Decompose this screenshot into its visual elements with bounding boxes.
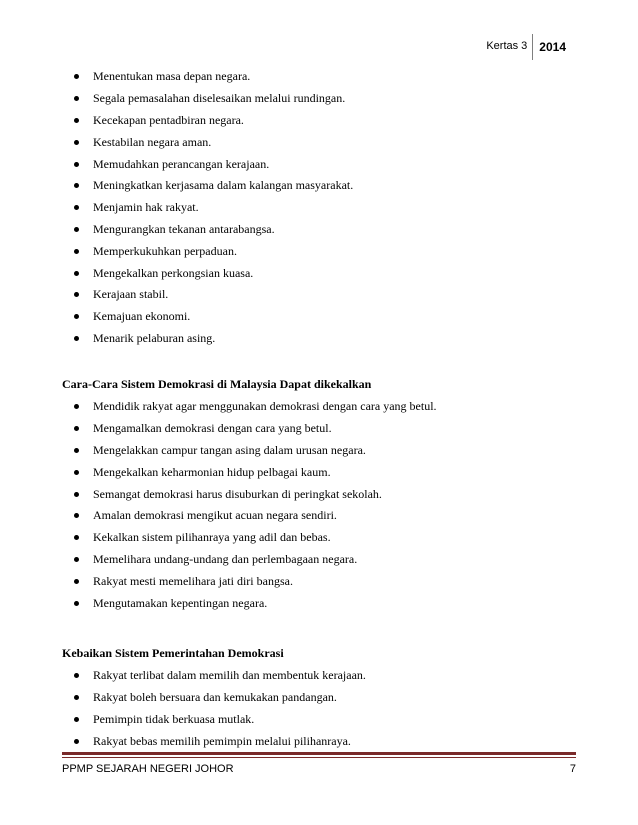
bullet-icon xyxy=(74,249,79,254)
list-item: Kemajuan ekonomi. xyxy=(74,306,574,328)
list-item: Kerajaan stabil. xyxy=(74,284,574,306)
list-item: Semangat demokrasi harus disuburkan di peringkat sekolah. xyxy=(74,483,574,505)
footer-rule-thick xyxy=(62,752,576,755)
section-heading-cara: Cara-Cara Sistem Demokrasi di Malaysia Dapat dikekalkan xyxy=(62,377,372,391)
bullet-icon xyxy=(74,162,79,167)
list-item: Mengelakkan campur tangan asing dalam urusan negara. xyxy=(74,440,574,462)
bullet-icon xyxy=(74,96,79,101)
list-item: Mengekalkan keharmonian hidup pelbagai kaum. xyxy=(74,461,574,483)
list-item: Mengutamakan kepentingan negara. xyxy=(74,592,574,614)
bullet-icon xyxy=(74,470,79,475)
footer-rule-thin xyxy=(62,757,576,758)
list-item: Rakyat terlibat dalam memilih dan membentuk kerajaan. xyxy=(74,665,574,687)
bullet-icon xyxy=(74,513,79,518)
bullet-icon xyxy=(74,579,79,584)
list-item: Rakyat bebas memilih pemimpin melalui pilihanraya. xyxy=(74,730,574,752)
list-item: Segala pemasalahan diselesaikan melalui rundingan. xyxy=(74,88,574,110)
list-item: Memperkukuhkan perpaduan. xyxy=(74,240,574,262)
page-footer xyxy=(62,763,576,775)
page-number: 7 xyxy=(569,763,576,775)
bullet-icon xyxy=(74,118,79,123)
page-header xyxy=(486,34,566,60)
list-item: Mengamalkan demokrasi dengan cara yang betul. xyxy=(74,418,574,440)
bullet-icon xyxy=(74,717,79,722)
list-item: Amalan demokrasi mengikut acuan negara sendiri. xyxy=(74,505,574,527)
list-item: Rakyat boleh bersuara dan kemukakan pandangan. xyxy=(74,687,574,709)
list-item: Memelihara undang-undang dan perlembagaan negara. xyxy=(74,549,574,571)
bullet-icon xyxy=(74,74,79,79)
list-item: Pemimpin tidak berkuasa mutlak. xyxy=(74,709,574,731)
list-item: Menarik pelaburan asing. xyxy=(74,328,574,350)
bullet-icon xyxy=(74,492,79,497)
bullet-icon xyxy=(74,205,79,210)
bullet-icon xyxy=(74,314,79,319)
footer-title: PPMP SEJARAH NEGERI JOHOR xyxy=(62,763,234,775)
bullet-icon xyxy=(74,673,79,678)
list-item: Mendidik rakyat agar menggunakan demokrasi dengan cara yang betul. xyxy=(74,396,574,418)
list-item: Kecekapan pentadbiran negara. xyxy=(74,110,574,132)
bullet-icon xyxy=(74,695,79,700)
list-item: Mengekalkan perkongsian kuasa. xyxy=(74,262,574,284)
bullet-icon xyxy=(74,426,79,431)
list-top xyxy=(74,66,574,349)
bullet-icon xyxy=(74,601,79,606)
bullet-icon xyxy=(74,227,79,232)
bullet-icon xyxy=(74,739,79,744)
list-item: Memudahkan perancangan kerajaan. xyxy=(74,153,574,175)
bullet-icon xyxy=(74,292,79,297)
list-item: Mengurangkan tekanan antarabangsa. xyxy=(74,219,574,241)
list-cara xyxy=(74,396,574,614)
list-item: Kekalkan sistem pilihanraya yang adil dan bebas. xyxy=(74,527,574,549)
paper-label: Kertas 3 xyxy=(486,40,528,52)
bullet-icon xyxy=(74,140,79,145)
list-item: Menjamin hak rakyat. xyxy=(74,197,574,219)
bullet-icon xyxy=(74,448,79,453)
list-kebaikan xyxy=(74,665,574,752)
bullet-icon xyxy=(74,271,79,276)
bullet-icon xyxy=(74,535,79,540)
bullet-icon xyxy=(74,183,79,188)
list-item: Kestabilan negara aman. xyxy=(74,131,574,153)
list-item: Menentukan masa depan negara. xyxy=(74,66,574,88)
list-item: Rakyat mesti memelihara jati diri bangsa. xyxy=(74,570,574,592)
section-heading-kebaikan: Kebaikan Sistem Pemerintahan Demokrasi xyxy=(62,646,284,660)
bullet-icon xyxy=(74,557,79,562)
bullet-icon xyxy=(74,404,79,409)
list-item: Meningkatkan kerjasama dalam kalangan masyarakat. xyxy=(74,175,574,197)
year-label: 2014 xyxy=(539,40,566,54)
bullet-icon xyxy=(74,336,79,341)
